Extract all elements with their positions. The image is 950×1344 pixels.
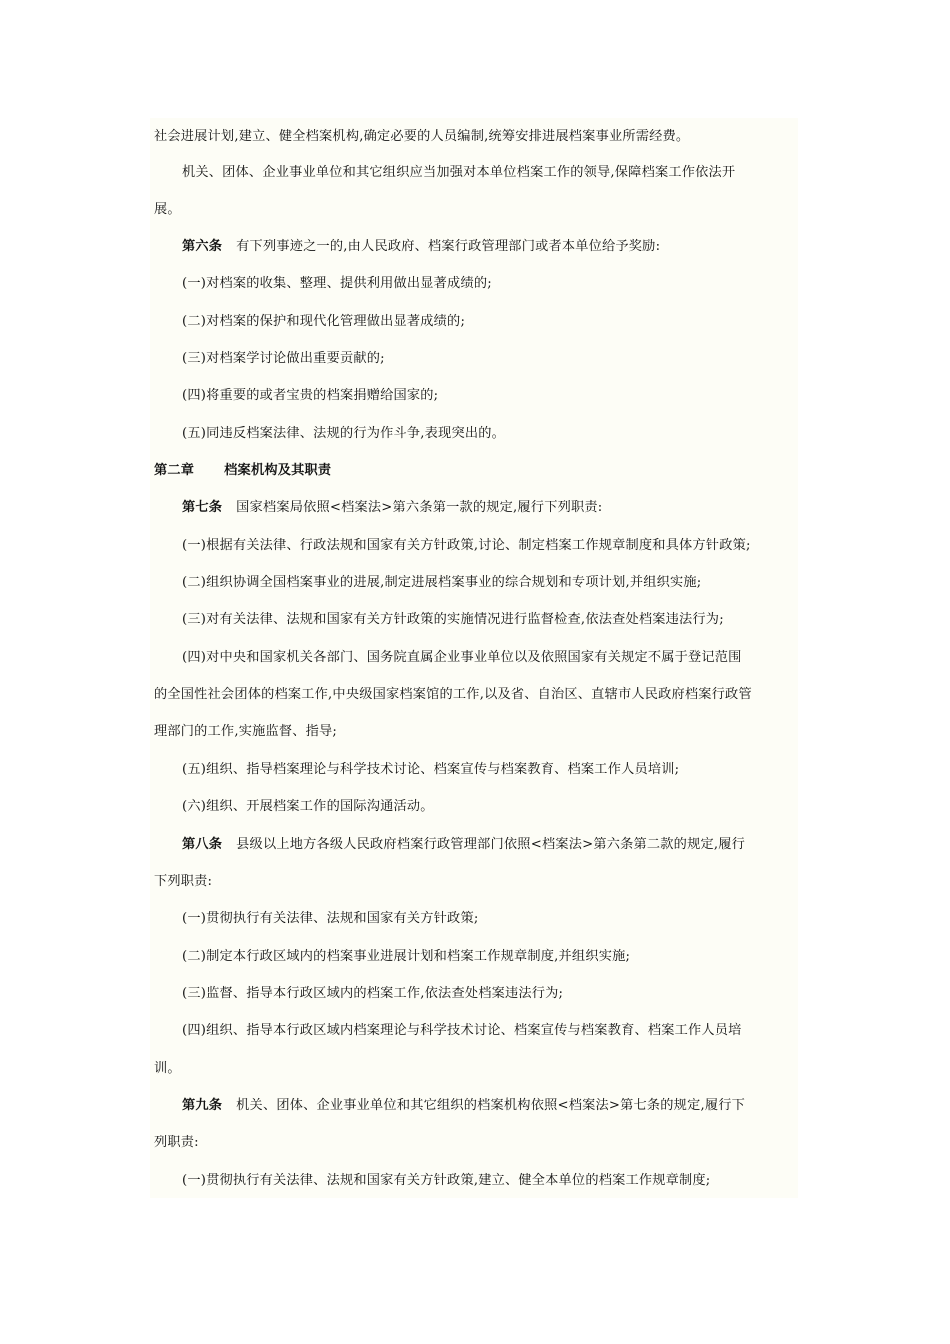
article-7-line: 第七条 国家档案局依照<档案法>第六条第一款的规定,履行下列职责: — [182, 500, 603, 515]
article-9-line: 第九条 机关、团体、企业事业单位和其它组织的档案机构依照<档案法>第七条的规定,履行下 — [182, 1098, 746, 1113]
text-line: (四)将重要的或者宝贵的档案捐赠给国家的; — [182, 388, 439, 403]
document-text-block — [150, 118, 798, 1198]
article-6-line: 第六条 有下列事迹之一的,由人民政府、档案行政管理部门或者本单位给予奖励: — [182, 239, 661, 254]
article-label: 第七条 — [182, 500, 223, 515]
article-label: 第六条 — [182, 239, 223, 254]
chapter-title: 档案机构及其职责 — [224, 463, 332, 478]
chapter-heading — [154, 462, 331, 480]
article-8-line: 第八条 县级以上地方各级人民政府档案行政管理部门依照<档案法>第六条第二款的规定,履行 — [182, 837, 746, 852]
text-line: (一)根据有关法律、行政法规和国家有关方针政策,讨论、制定档案工作规章制度和具体方针政策; — [182, 538, 751, 553]
article-label: 第九条 — [182, 1098, 223, 1113]
text-line: 的全国性社会团体的档案工作,中央级国家档案馆的工作,以及省、自治区、直辖市人民政府档案行政管 — [154, 687, 752, 702]
text-line: (四)组织、指导本行政区域内档案理论与科学技术讨论、档案宣传与档案教育、档案工作人员培 — [182, 1023, 742, 1038]
text-line: (五)同违反档案法律、法规的行为作斗争,表现突出的。 — [182, 426, 505, 441]
text-line: (二)制定本行政区域内的档案事业进展计划和档案工作规章制度,并组织实施; — [182, 949, 631, 964]
text-line: 展。 — [154, 202, 181, 217]
text-line: (二)对档案的保护和现代化管理做出显著成绩的; — [182, 314, 466, 329]
text-line: (一)贯彻执行有关法律、法规和国家有关方针政策; — [182, 911, 479, 926]
text-line: (三)监督、指导本行政区域内的档案工作,依法查处档案违法行为; — [182, 986, 564, 1001]
text-line: 训。 — [154, 1061, 181, 1076]
text-line: (三)对档案学讨论做出重要贡献的; — [182, 351, 385, 366]
text-line: (二)组织协调全国档案事业的进展,制定进展档案事业的综合规划和专项计划,并组织实施; — [182, 575, 702, 590]
article-label: 第八条 — [182, 837, 223, 852]
text-line: (五)组织、指导档案理论与科学技术讨论、档案宣传与档案教育、档案工作人员培训; — [182, 762, 680, 777]
text-line: (四)对中央和国家机关各部门、国务院直属企业事业单位以及依照国家有关规定不属于登记范围 — [182, 650, 742, 665]
chapter-number: 第二章 — [154, 463, 195, 478]
text-line: 社会进展计划,建立、健全档案机构,确定必要的人员编制,统筹安排进展档案事业所需经费。 — [154, 129, 690, 144]
text-line: 理部门的工作,实施监督、指导; — [154, 724, 338, 739]
text-line: (三)对有关法律、法规和国家有关方针政策的实施情况进行监督检查,依法查处档案违法行为; — [182, 612, 724, 627]
text-line: 机关、团体、企业事业单位和其它组织应当加强对本单位档案工作的领导,保障档案工作依法开 — [182, 165, 736, 180]
text-line: (六)组织、开展档案工作的国际沟通活动。 — [182, 799, 434, 814]
text-line: 下列职责: — [154, 874, 213, 889]
text-line: (一)对档案的收集、整理、提供利用做出显著成绩的; — [182, 276, 492, 291]
text-line: (一)贯彻执行有关法律、法规和国家有关方针政策,建立、健全本单位的档案工作规章制度; — [182, 1173, 711, 1188]
text-line: 列职责: — [154, 1135, 199, 1150]
